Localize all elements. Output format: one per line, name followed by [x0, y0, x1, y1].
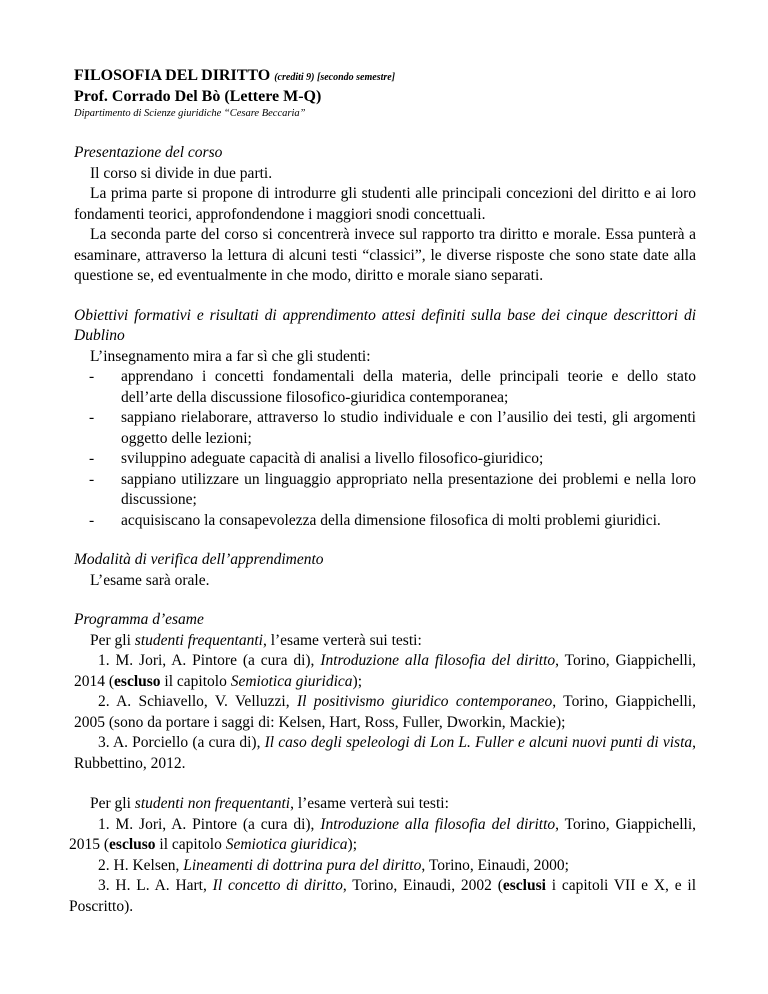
list-dash: - — [89, 450, 95, 467]
paragraph: La prima parte si propone di introdurre gli studenti alle principali concezioni del diritto e ai loro fondamenti teorici, approfondendone i maggiori snodi concettuali. — [74, 185, 696, 223]
reference-item: 2. A. Schiavello, V. Velluzzi, Il positivismo giuridico contemporaneo, Torino, Giappichelli, 2005 (sono da portare i saggi di: Kelsen, Hart, Ross, Fuller, Dworkin, Mackie); — [74, 693, 696, 731]
verifica-text: L’esame sarà orale. — [90, 571, 210, 589]
list-item: - sappiano utilizzare un linguaggio appropriato nella presentazione dei problemi e nella loro discussione; — [89, 470, 696, 508]
list-dash: - — [89, 368, 95, 385]
course-meta: (crediti 9) [secondo semestre] — [274, 72, 396, 83]
section-heading-presentazione: Presentazione del corso — [74, 144, 223, 161]
paragraph: La seconda parte del corso si concentrerà invece sul rapporto tra diritto e morale. Essa punterà a esaminare, attraverso la lettura di alcuni testi “classici”, le diverse risposte che sono state date alla questione se, ed eventualmente in che modo, diritto e morale siano separati. — [74, 226, 696, 284]
list-dash: - — [89, 511, 95, 529]
reference-item: 3. A. Porciello (a cura di), Il caso degli speleologi di Lon L. Fuller e alcuni nuovi punti di vista, Rubbettino, 2012. — [74, 734, 696, 772]
department-line: Dipartimento di Scienze giuridiche “Cesare Beccaria” — [74, 108, 306, 119]
paragraph: Il corso si divide in due parti. — [90, 164, 273, 182]
non-frequentanti-intro: Per gli studenti non frequentanti, l’esame verterà sui testi: — [90, 795, 449, 812]
obiettivi-intro: L’insegnamento mira a far sì che gli studenti: — [90, 347, 371, 365]
frequentanti-intro: Per gli studenti frequentanti, l’esame verterà sui testi: — [90, 631, 422, 649]
document-page — [69, 66, 696, 917]
reference-item: 2. H. Kelsen, Lineamenti di dottrina pura del diritto, Torino, Einaudi, 2000; — [98, 856, 569, 874]
course-title: FILOSOFIA DEL DIRITTO — [74, 67, 271, 84]
section-heading-verifica: Modalità di verifica dell’apprendimento — [74, 551, 324, 568]
list-item: - sviluppino adeguate capacità di analisi a livello filosofico-giuridico; — [74, 449, 696, 470]
list-item: - sappiano rielaborare, attraverso lo studio individuale e con l’ausilio dei testi, gli argomenti oggetto delle lezioni; — [89, 409, 696, 447]
reference-item: 1. M. Jori, A. Pintore (a cura di), Introduzione alla filosofia del diritto, Torino, Giappichelli, 2015 (escluso il capitolo Semiotica giuridica); — [69, 815, 696, 853]
list-dash: - — [89, 409, 95, 426]
reference-item: 1. M. Jori, A. Pintore (a cura di), Introduzione alla filosofia del diritto, Torino, Giappichelli, 2014 (escluso il capitolo Semiotica giuridica); — [74, 652, 696, 690]
section-heading-programma: Programma d’esame — [74, 611, 204, 628]
obiettivi-list — [74, 367, 696, 531]
reference-item: 3. H. L. A. Hart, Il concetto di diritto, Torino, Einaudi, 2002 (esclusi i capitoli VII e X, e il Poscritto). — [69, 877, 696, 915]
section-heading-obiettivi: Obiettivi formativi e risultati di apprendimento attesi definiti sulla base dei cinque descrittori di Dublino — [74, 306, 696, 344]
course-title-line — [74, 66, 696, 87]
list-item: - acquisiscano la consapevolezza della dimensione filosofica di molti problemi giuridici. — [74, 511, 696, 532]
professor-line: Prof. Corrado Del Bò (Lettere M-Q) — [74, 88, 322, 105]
list-item: - apprendano i concetti fondamentali della materia, delle principali teorie e dello stato dell’arte della discussione filosofico-giuridica contemporanea; — [89, 368, 696, 406]
list-dash: - — [89, 470, 95, 488]
